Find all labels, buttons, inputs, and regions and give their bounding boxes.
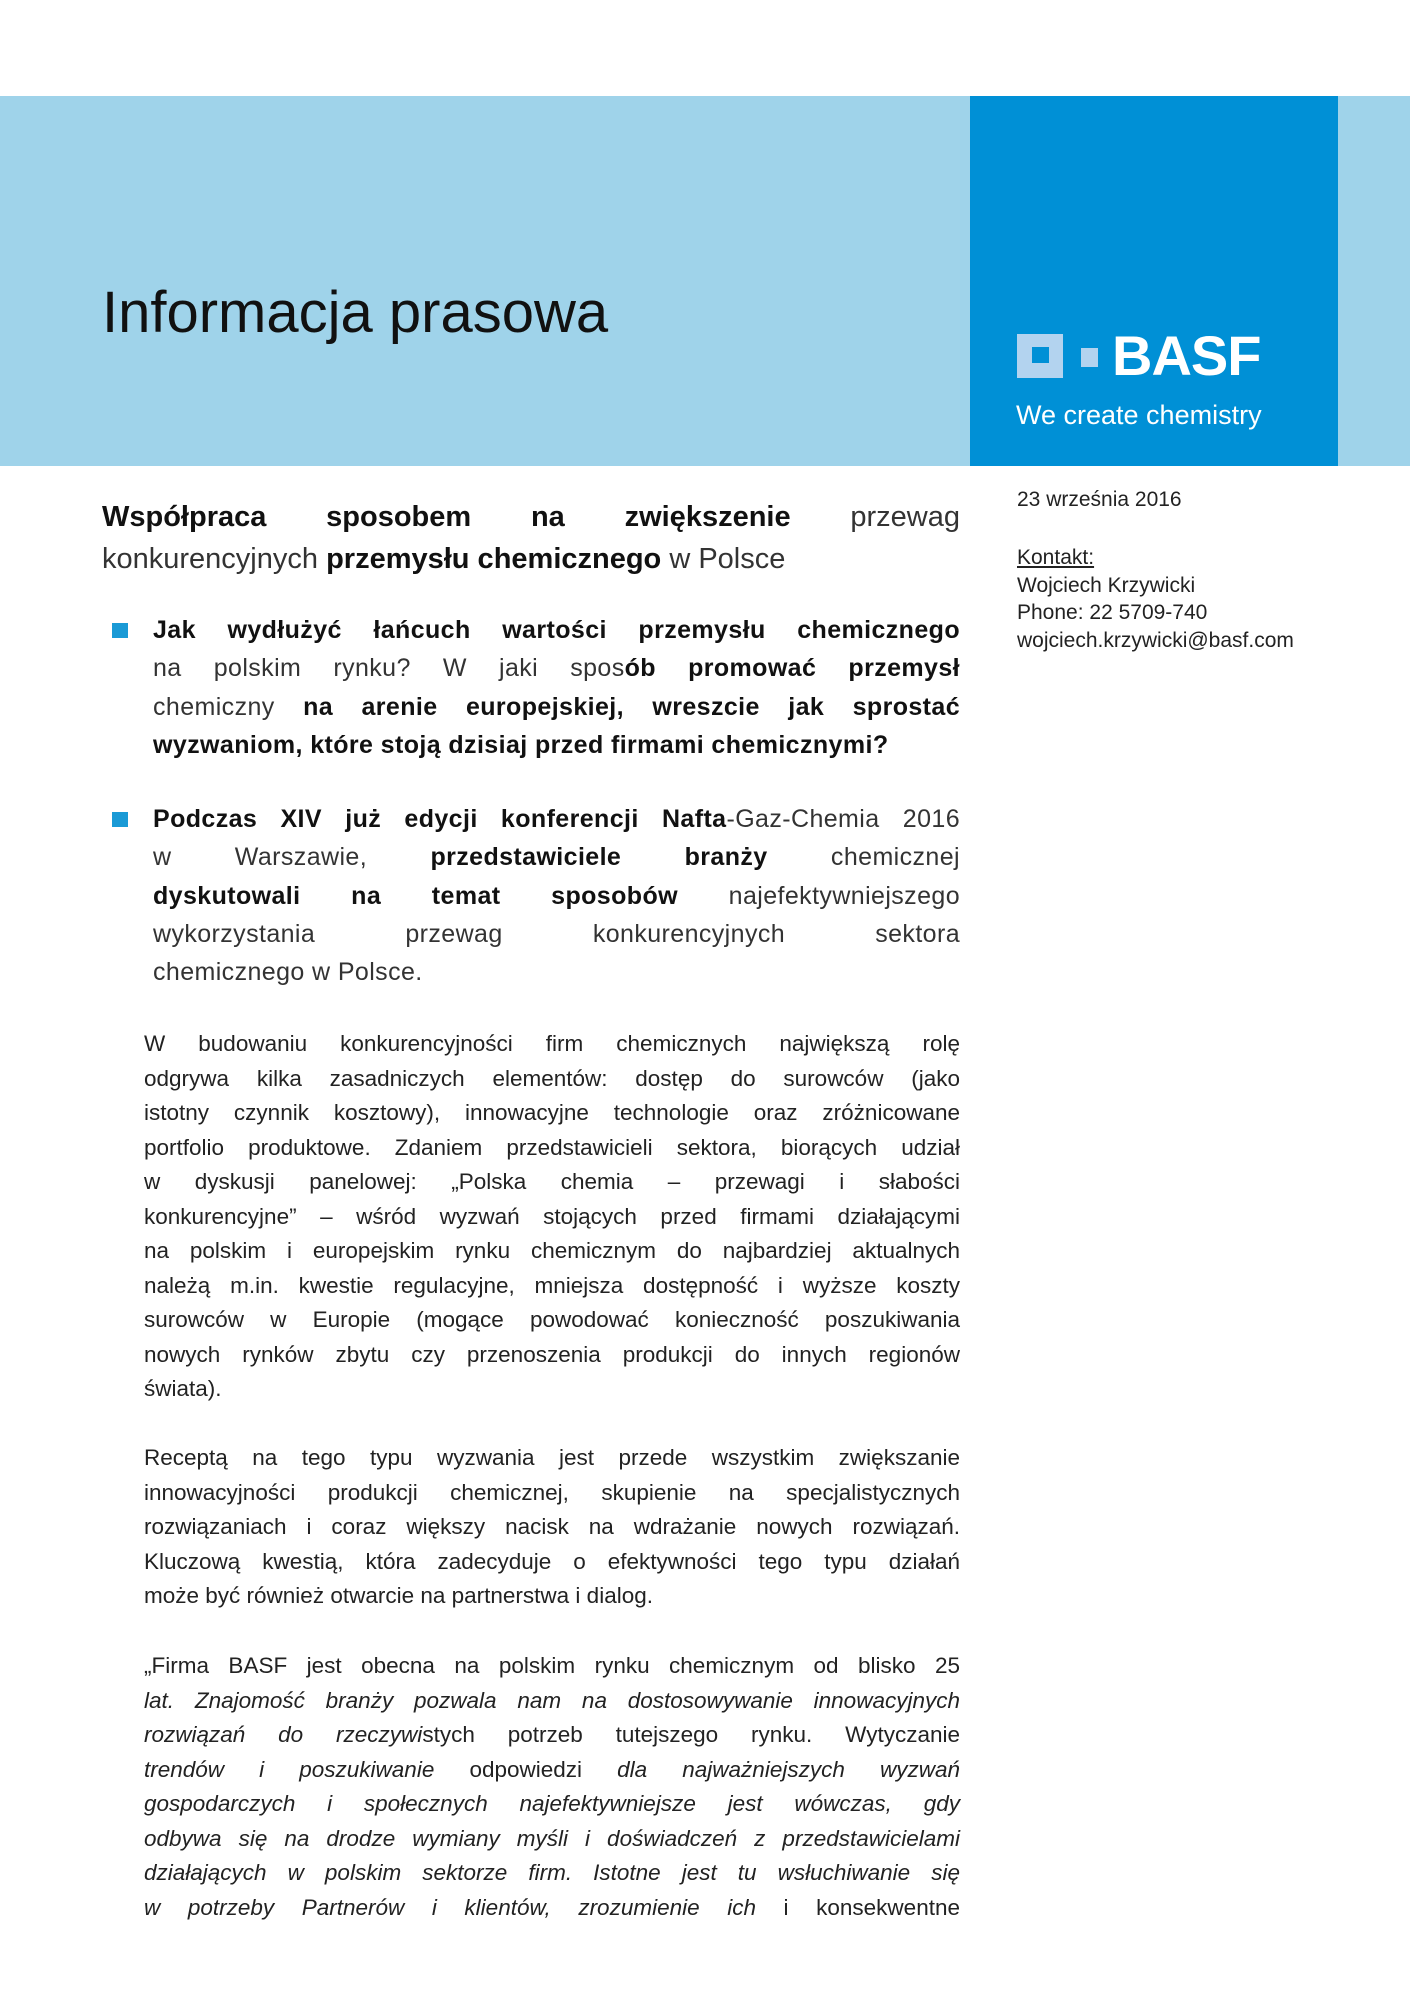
text-run: na polskim rynku? W jaki spos [153, 654, 625, 683]
text-run: portfolio produktowe. Zdaniem przedstawicieli sektora, biorących udział [144, 1134, 960, 1160]
italic-text: odbywa się na drodze wymiany myśli i doświadczeń z przedstawicielami [144, 1825, 960, 1851]
text-run: istotny czynnik kosztowy), innowacyjne technologie oraz zróżnicowane [144, 1100, 960, 1125]
logo-tagline: We create chemistry [1016, 400, 1262, 430]
text-line [144, 1476, 960, 1511]
text-run: -Gaz-Chemia 2016 [726, 805, 960, 833]
text-line [144, 1269, 960, 1304]
text-run: Kluczową kwestią, która zadecyduje o efektywności tego typu działań [144, 1548, 960, 1574]
text-run: konkurencyjnych [102, 543, 327, 575]
text-line [144, 1200, 960, 1235]
text-line [102, 496, 960, 538]
text-run: w Polsce [661, 543, 786, 575]
italic-text: dla najważniejszych wyzwań [617, 1756, 960, 1782]
italic-text: trendów i poszukiwanie [144, 1756, 435, 1782]
release-date: 23 września 2016 [1017, 488, 1182, 511]
text-run: W budowaniu konkurencyjności firm chemicznych największą rolę [144, 1031, 960, 1056]
text-run: najefektywniejszego [677, 881, 960, 910]
bold-text: na arenie europejskiej, wreszcie jak sprostać [303, 692, 961, 721]
text-line [153, 611, 960, 649]
text-run: chemicznej [767, 843, 960, 872]
italic-text: lat. Znajomość branży pozwala nam na dostosowywanie innowacyjnych [144, 1687, 960, 1713]
bold-text: przemysłu chemicznego [326, 543, 662, 575]
text-line [144, 1234, 960, 1269]
lead-bullet-2 [153, 800, 960, 991]
text-run: rozwiązaniach i coraz większy nacisk na wdrażanie nowych rozwiązań. [144, 1514, 960, 1539]
text-line [144, 1753, 960, 1788]
text-run: innowacyjności produkcji chemicznej, skupienie na specjalistycznych [144, 1479, 960, 1505]
text-line [144, 1338, 960, 1373]
text-run: odpowiedzi [434, 1756, 618, 1782]
text-line [144, 1062, 960, 1097]
text-line [144, 1579, 960, 1614]
text-line [153, 838, 960, 876]
bullet-square-icon [112, 623, 128, 638]
text-run: surowców w Europie (mogące powodować konieczność poszukiwania [144, 1307, 960, 1332]
text-line [144, 1891, 960, 1926]
text-line [144, 1372, 960, 1407]
basf-logo-square-icon [1017, 334, 1063, 378]
text-run: świata). [144, 1376, 222, 1401]
italic-text: w potrzeby Partnerów i klientów, zrozumienie ich [144, 1894, 756, 1920]
text-line [153, 688, 960, 726]
text-line [144, 1649, 960, 1684]
body-paragraph-1 [144, 1027, 960, 1407]
bold-text: ób promować przemysł [624, 654, 960, 683]
text-line [144, 1787, 960, 1822]
text-run: przewag [790, 501, 960, 533]
text-line [144, 1545, 960, 1580]
contact-block [1017, 544, 1294, 654]
contact-name: Wojciech Krzywicki [1017, 573, 1196, 597]
text-run: i konsekwentne [755, 1894, 960, 1920]
text-line [153, 877, 960, 915]
text-run: chemicznego w Polsce. [153, 958, 423, 987]
text-run: w dyskusji panelowej: „Polska chemia – przewagi i słabości [144, 1169, 960, 1194]
bold-text: Jak wydłużyć łańcuch wartości przemysłu chemicznego [153, 616, 960, 644]
text-line [144, 1027, 960, 1062]
text-run: w Warszawie, [153, 843, 431, 872]
text-line [144, 1510, 960, 1545]
body-paragraph-3-quote [144, 1649, 960, 1925]
text-line [144, 1822, 960, 1857]
text-run: na polskim i europejskim rynku chemicznym do najbardziej aktualnych [144, 1238, 960, 1263]
lead-bullet-1 [153, 611, 960, 764]
text-run: stych potrzeb tutejszego rynku. Wytyczanie [422, 1722, 960, 1747]
text-line [102, 538, 960, 580]
text-line [153, 953, 960, 991]
text-line [153, 649, 960, 687]
text-line [144, 1131, 960, 1166]
basf-logo-dot-icon [1081, 348, 1098, 367]
basf-logo-wordmark: BASF [1112, 324, 1261, 387]
page-title: Informacja prasowa [102, 280, 609, 345]
text-run: chemiczny [153, 692, 304, 721]
bold-text: Współpraca sposobem na zwiększenie [102, 501, 791, 533]
text-line [153, 726, 960, 764]
contact-email[interactable]: wojciech.krzywicki@basf.com [1017, 628, 1294, 652]
text-line [153, 915, 960, 953]
text-line [144, 1856, 960, 1891]
bold-text: Podczas XIV już edycji konferencji Nafta [153, 805, 727, 833]
text-line [144, 1165, 960, 1200]
text-run: wykorzystania przewag konkurencyjnych sektora [153, 919, 960, 948]
italic-text: rozwiązań do rzeczywi [144, 1722, 423, 1747]
bold-text: przedstawiciele branży [430, 843, 768, 872]
text-run: odgrywa kilka zasadniczych elementów: dostęp do surowców (jako [144, 1065, 960, 1091]
text-run: „Firma BASF jest obecna na polskim rynku chemicznym od blisko 25 [144, 1653, 960, 1678]
body-paragraph-2 [144, 1441, 960, 1614]
text-line [144, 1718, 960, 1753]
text-line [144, 1096, 960, 1131]
headline [102, 496, 960, 580]
contact-phone: Phone: 22 5709-740 [1017, 601, 1208, 624]
italic-text: działających w polskim sektorze firm. Istotne jest tu wsłuchiwanie się [144, 1860, 960, 1885]
text-run: nowych rynków zbytu czy przenoszenia produkcji do innych regionów [144, 1341, 960, 1367]
contact-label: Kontakt: [1017, 546, 1095, 569]
text-line [144, 1684, 960, 1719]
text-line [153, 800, 960, 838]
text-run: konkurencyjne” – wśród wyzwań stojących przed firmami działającymi [144, 1203, 960, 1229]
logo-square-hole [1032, 347, 1049, 363]
text-line [144, 1303, 960, 1338]
text-run: może być również otwarcie na partnerstwa i dialog. [144, 1583, 653, 1608]
text-run: należą m.in. kwestie regulacyjne, mniejsza dostępność i wyższe koszty [144, 1272, 960, 1298]
bold-text: dyskutowali na temat sposobów [153, 881, 678, 910]
text-line [144, 1441, 960, 1476]
italic-text: gospodarczych i społecznych najefektywniejsze jest wówczas, gdy [144, 1791, 960, 1816]
text-run: Receptą na tego typu wyzwania jest przede wszystkim zwiększanie [144, 1445, 960, 1470]
bold-text: wyzwaniom, które stoją dzisiaj przed firmami chemicznymi? [153, 730, 889, 759]
bullet-square-icon [112, 812, 128, 827]
